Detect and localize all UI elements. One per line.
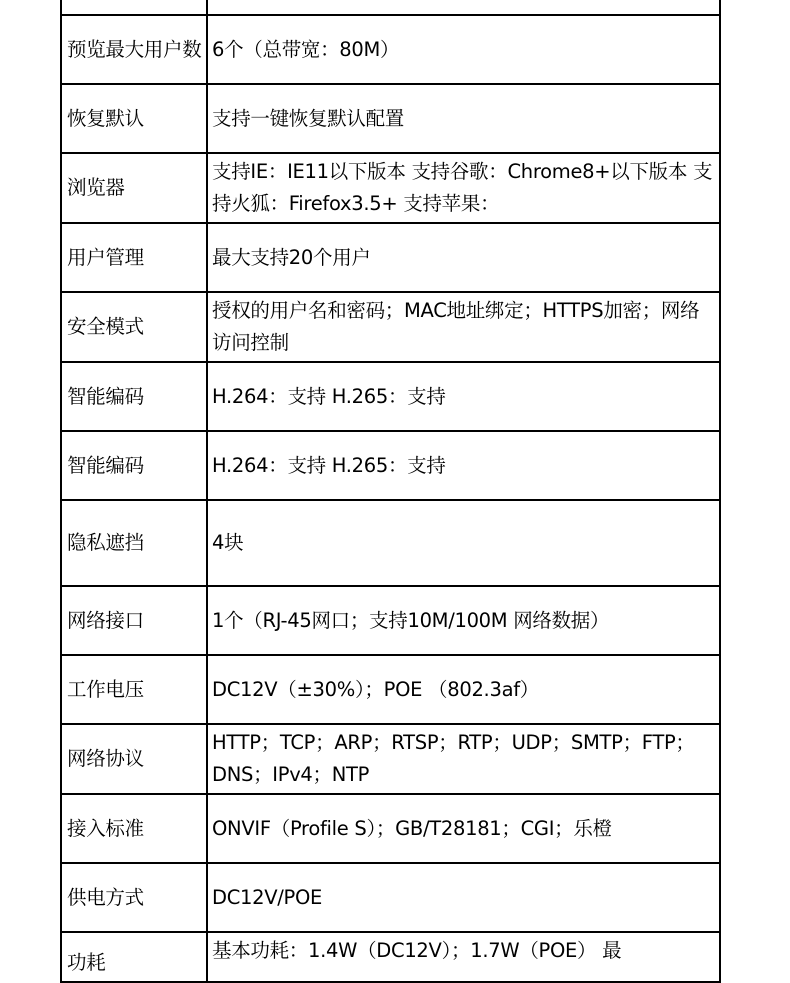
table-row [61,500,720,586]
spec-label: 功耗 [61,932,207,982]
spec-label: 浏览器 [61,153,207,223]
table-row [61,362,720,431]
spec-value: 授权的用户名和密码；MAC地址绑定；HTTPS加密；网络访问控制 [207,292,720,362]
table-row [61,724,720,794]
spec-value [207,0,720,15]
table-row [61,863,720,932]
spec-label: 隐私遮挡 [61,500,207,586]
spec-value: 1个（RJ-45网口；支持10M/100M 网络数据） [207,586,720,655]
spec-value: 支持IE：IE11以下版本 支持谷歌：Chrome8+以下版本 支持火狐：Firefox3.5+ 支持苹果： [207,153,720,223]
spec-value: H.264：支持 H.265：支持 [207,431,720,500]
spec-value: DC12V/POE [207,863,720,932]
table-row [61,84,720,153]
table-row [61,292,720,362]
table-row [61,15,720,84]
spec-label: 用户管理 [61,223,207,292]
spec-label: 安全模式 [61,292,207,362]
spec-value: 支持一键恢复默认配置 [207,84,720,153]
spec-label: 接入标准 [61,794,207,863]
table-row [61,586,720,655]
table-row [61,794,720,863]
spec-value: DC12V（±30%）；POE （802.3af） [207,655,720,724]
spec-value: HTTP；TCP；ARP；RTSP；RTP；UDP；SMTP；FTP；DNS；IPv4；NTP [207,724,720,794]
spec-label [61,0,207,15]
spec-label: 恢复默认 [61,84,207,153]
spec-value: 最大支持20个用户 [207,223,720,292]
spec-label: 工作电压 [61,655,207,724]
spec-value: ONVIF（Profile S）；GB/T28181；CGI；乐橙 [207,794,720,863]
spec-label: 智能编码 [61,362,207,431]
spec-value: 基本功耗：1.4W（DC12V）；1.7W（POE） 最 [207,932,720,982]
spec-label: 智能编码 [61,431,207,500]
spec-label: 供电方式 [61,863,207,932]
spec-label: 预览最大用户数 [61,15,207,84]
spec-value: 4块 [207,500,720,586]
table-row [61,153,720,223]
spec-label: 网络接口 [61,586,207,655]
spec-value: 6个（总带宽：80M） [207,15,720,84]
table-row [61,431,720,500]
table-row [61,655,720,724]
table-row [61,0,720,15]
spec-value: H.264：支持 H.265：支持 [207,362,720,431]
spec-table [60,0,721,983]
table-row [61,932,720,982]
spec-label: 网络协议 [61,724,207,794]
table-row [61,223,720,292]
